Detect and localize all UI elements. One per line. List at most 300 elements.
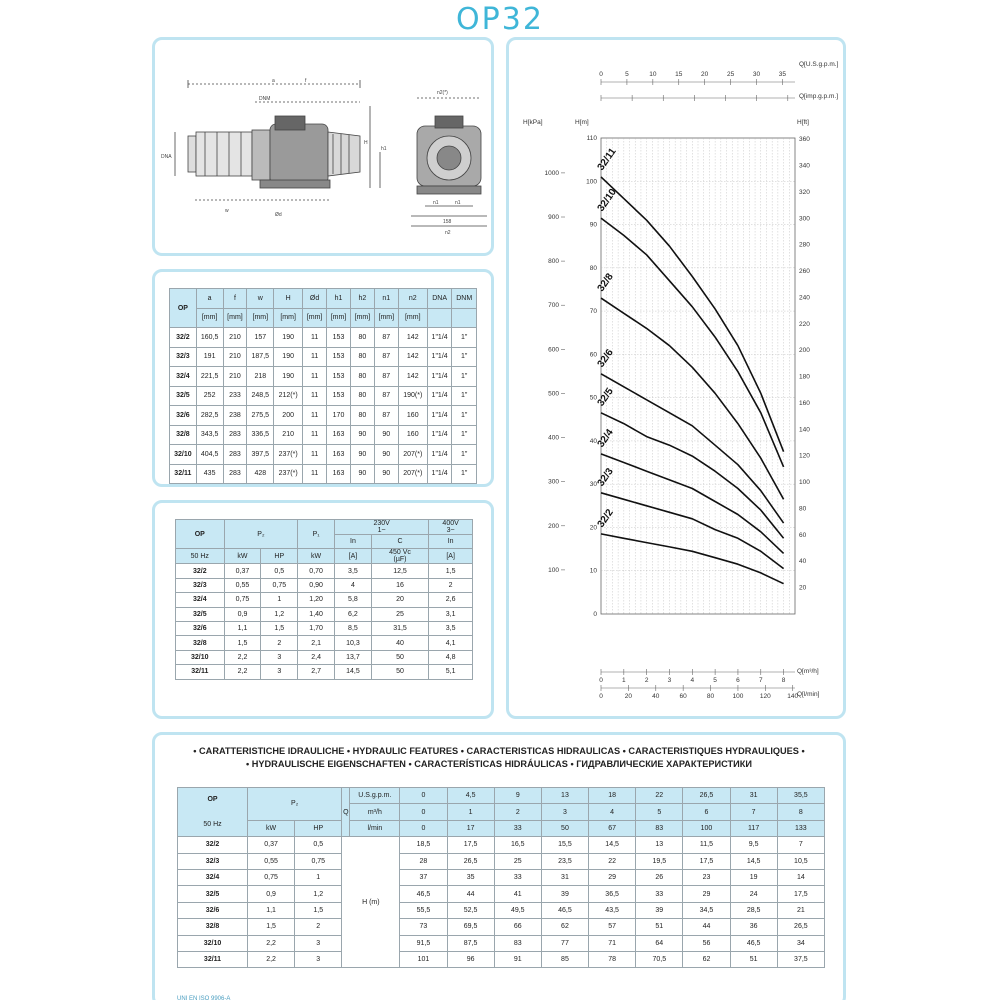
hydraulic-flow-usgpm-cell: 0: [400, 788, 447, 804]
table-row: [178, 951, 825, 967]
electrical-model-cell: 32/11: [176, 665, 225, 679]
hydraulic-header-usgpm-row: [178, 788, 825, 804]
dimension-cell: 160: [398, 425, 427, 445]
electrical-cell: 1,20: [298, 593, 335, 607]
electrical-cell: 1,5: [224, 636, 261, 650]
dimension-cell: 237(*): [274, 464, 303, 484]
hydraulic-head-cell: 91,5: [400, 935, 447, 951]
electrical-cell: 0,5: [261, 564, 298, 578]
dimensions-unit: [mm]: [350, 308, 374, 328]
hydraulic-head-cell: 46,5: [400, 886, 447, 902]
y-tick-label-m: 0: [593, 611, 597, 618]
y-tick-label-ft: 160: [799, 399, 810, 407]
hydraulic-header-usgpm: U.S.g.p.m.: [350, 788, 400, 804]
hydraulic-hp-cell: 3: [295, 951, 342, 967]
hydraulic-head-cell: 26,5: [777, 919, 824, 935]
hydraulic-head-cell: 16,5: [494, 837, 541, 853]
dimension-cell: 1"1/4: [427, 464, 452, 484]
dimension-cell: 80: [350, 328, 374, 348]
dimension-cell: 90: [374, 464, 398, 484]
x-tick-label-lmin: 80: [706, 693, 715, 700]
hydraulic-head-cell: 52,5: [447, 902, 494, 918]
dimension-cell: 11: [303, 425, 327, 445]
hydraulic-head-cell: 71: [589, 935, 636, 951]
electrical-model-cell: 32/8: [176, 636, 225, 650]
table-row: [178, 886, 825, 902]
dimensions-header: w: [247, 289, 274, 309]
dimensions-header: f: [223, 289, 247, 309]
top-axis-label-us: Q[U.S.g.p.m.]: [799, 61, 839, 68]
dimensions-header: H: [274, 289, 303, 309]
table-row: [170, 367, 477, 387]
dimension-cell: 142: [398, 367, 427, 387]
dimensions-unit: [mm]: [398, 308, 427, 328]
hydraulic-flow-usgpm-cell: 35,5: [777, 788, 824, 804]
dimension-model-cell: 32/6: [170, 406, 197, 426]
table-row: [178, 935, 825, 951]
y-tick-label-ft: 80: [799, 505, 807, 513]
dimension-cell: 283: [223, 464, 247, 484]
hydraulic-h-label: H (m): [342, 837, 400, 968]
dimension-model-cell: 32/2: [170, 328, 197, 348]
electrical-model-cell: 32/10: [176, 650, 225, 664]
dimension-cell: 90: [350, 464, 374, 484]
dimensions-unit: [452, 308, 477, 328]
y-tick-label-ft: 360: [799, 136, 810, 144]
x-tick-label-m3h: 1: [622, 677, 626, 684]
hydraulic-model-cell: 32/4: [178, 869, 248, 885]
y-tick-label-m: 110: [586, 135, 597, 142]
hydraulic-header-p2: P₂: [248, 788, 342, 821]
electrical-cell: 2: [429, 578, 473, 592]
x-tick-label-m3h: 5: [713, 677, 717, 684]
curve-32-11: [601, 177, 784, 452]
electrical-cell: 5,1: [429, 665, 473, 679]
hydraulic-head-cell: 29: [683, 886, 730, 902]
hydraulic-kw-cell: 1,5: [248, 919, 295, 935]
dimension-cell: 237(*): [274, 445, 303, 465]
dimension-cell: 80: [350, 367, 374, 387]
y-tick-label-m: 40: [589, 437, 597, 445]
curve-label: 32/8: [595, 271, 616, 294]
dimensions-unit: [mm]: [247, 308, 274, 328]
curve-label: 32/10: [595, 186, 619, 214]
dimension-model-cell: 32/5: [170, 386, 197, 406]
hydraulic-kw-cell: 0,37: [248, 837, 295, 853]
hydraulic-head-cell: 64: [636, 935, 683, 951]
table-row: [178, 853, 825, 869]
dim-label-158: 158: [443, 219, 452, 225]
y-tick-label-ft: 40: [799, 558, 807, 566]
dimension-cell: 11: [303, 386, 327, 406]
electrical-header-400v: 400V 3~: [429, 520, 473, 535]
y-tick-label-ft: 280: [799, 241, 810, 249]
hydraulic-head-cell: 43,5: [589, 902, 636, 918]
dimension-model-cell: 32/4: [170, 367, 197, 387]
hydraulic-head-cell: 87,5: [447, 935, 494, 951]
hydraulic-model-cell: 32/2: [178, 837, 248, 853]
hydraulic-head-cell: 62: [683, 951, 730, 967]
dimension-cell: 160: [398, 406, 427, 426]
dimension-cell: 1": [452, 445, 477, 465]
dimensions-unit: [mm]: [374, 308, 398, 328]
dimension-cell: 282,5: [196, 406, 223, 426]
hydraulic-header-q: Q: [342, 788, 350, 837]
y-tick-label-kpa: 900: [548, 214, 559, 222]
hydraulic-flow-usgpm-cell: 9: [494, 788, 541, 804]
dimension-cell: 87: [374, 406, 398, 426]
hydraulic-hp-cell: 0,5: [295, 837, 342, 853]
hydraulic-hp-cell: 1,2: [295, 886, 342, 902]
dimension-cell: 1"1/4: [427, 386, 452, 406]
hydraulic-head-cell: 14,5: [589, 837, 636, 853]
pump-dimension-drawing: [155, 40, 491, 253]
electrical-header-c-unit: 450 Vc (µF): [371, 549, 428, 564]
y-tick-label-m: 20: [589, 524, 597, 532]
hydraulic-head-cell: 62: [541, 919, 588, 935]
electrical-cell: 0,75: [224, 593, 261, 607]
y-tick-label-kpa: 700: [548, 302, 559, 310]
x-tick-label-m3h: 0: [599, 677, 603, 684]
hydraulic-head-cell: 28: [400, 853, 447, 869]
hydraulic-head-cell: 55,5: [400, 902, 447, 918]
x-tick-label-lmin: 20: [624, 693, 633, 700]
electrical-header-p2: P₂: [224, 520, 298, 549]
dimensions-unit: [mm]: [303, 308, 327, 328]
electrical-cell: 31,5: [371, 621, 428, 635]
hydraulic-flow-lmin-cell: 133: [777, 820, 824, 836]
dimension-cell: 1": [452, 367, 477, 387]
hydraulic-flow-m3h-cell: 4: [589, 804, 636, 820]
hydraulic-features-panel: [152, 732, 846, 1000]
dim-label-n1-b: n1: [455, 200, 461, 206]
electrical-cell: 1,1: [224, 621, 261, 635]
dimensions-header: n2: [398, 289, 427, 309]
electrical-cell: 0,37: [224, 564, 261, 578]
hydraulic-head-cell: 44: [447, 886, 494, 902]
electrical-cell: 1,2: [261, 607, 298, 621]
y-tick-label-m: 60: [589, 351, 597, 359]
dimension-cell: 80: [350, 406, 374, 426]
hydraulic-head-cell: 66: [494, 919, 541, 935]
dimension-cell: 1"1/4: [427, 406, 452, 426]
dimension-cell: 142: [398, 328, 427, 348]
dimension-cell: 90: [374, 425, 398, 445]
hydraulic-head-cell: 70,5: [636, 951, 683, 967]
dimensions-header-row: [170, 289, 477, 309]
dim-label-a: a: [272, 78, 275, 84]
hydraulic-head-cell: 85: [541, 951, 588, 967]
dimension-cell: 404,5: [196, 445, 223, 465]
electrical-cell: 20: [371, 593, 428, 607]
hydraulic-kw-cell: 2,2: [248, 935, 295, 951]
y-tick-label-kpa: 1000: [544, 169, 559, 177]
hydraulic-flow-lmin-cell: 0: [400, 820, 447, 836]
table-row: [170, 328, 477, 348]
hydraulic-head-cell: 69,5: [447, 919, 494, 935]
dimension-cell: 87: [374, 386, 398, 406]
dimensions-unit: [mm]: [274, 308, 303, 328]
electrical-header-kw: kW: [224, 549, 261, 564]
dimension-cell: 1"1/4: [427, 425, 452, 445]
dimensions-panel: [152, 269, 494, 487]
y-tick-label-ft: 100: [799, 479, 810, 487]
hydraulic-kw-cell: 1,1: [248, 902, 295, 918]
table-row: [176, 607, 473, 621]
top-tick-label-us: 15: [675, 71, 683, 78]
hydraulic-head-cell: 24: [730, 886, 777, 902]
x-tick-label-m3h: 2: [644, 677, 649, 684]
table-row: [170, 445, 477, 465]
hydraulic-head-cell: 22: [589, 853, 636, 869]
dimensions-header: Ød: [303, 289, 327, 309]
electrical-cell: 50: [371, 650, 428, 664]
top-axis-label-imp: Q[imp.g.p.m.]: [799, 93, 839, 100]
electrical-header-a2: [A]: [429, 549, 473, 564]
hydraulic-kw-cell: 0,9: [248, 886, 295, 902]
hydraulic-kw-cell: 0,75: [248, 869, 295, 885]
electrical-cell: 14,5: [335, 665, 372, 679]
electrical-cell: 2,2: [224, 665, 261, 679]
hydraulic-head-cell: 83: [494, 935, 541, 951]
y-tick-label-ft: 240: [799, 294, 810, 302]
dimension-cell: 283: [223, 445, 247, 465]
electrical-cell: 4,8: [429, 650, 473, 664]
electrical-cell: 12,5: [371, 564, 428, 578]
y-axis-label-ft: H[ft]: [797, 119, 809, 126]
hydraulic-kw-cell: 2,2: [248, 951, 295, 967]
hydraulic-header-lmin: l/min: [350, 820, 400, 836]
electrical-cell: 0,75: [261, 578, 298, 592]
electrical-header-op: OP: [176, 520, 225, 549]
performance-chart-panel: [506, 37, 846, 719]
y-tick-label-ft: 60: [799, 531, 807, 539]
hydraulic-head-cell: 31: [541, 869, 588, 885]
hydraulic-head-cell: 35: [447, 869, 494, 885]
hydraulic-model-cell: 32/8: [178, 919, 248, 935]
electrical-cell: 4,1: [429, 636, 473, 650]
hydraulic-header-freq: 50 Hz: [203, 821, 222, 829]
electrical-model-cell: 32/6: [176, 621, 225, 635]
dimension-cell: 1"1/4: [427, 367, 452, 387]
dimension-cell: 87: [374, 347, 398, 367]
top-tick-label-us: 5: [625, 71, 629, 78]
top-tick-label-us: 0: [599, 71, 603, 78]
hydraulic-head-cell: 17,5: [447, 837, 494, 853]
dimension-cell: 11: [303, 445, 327, 465]
electrical-cell: 2,7: [298, 665, 335, 679]
electrical-cell: 1,40: [298, 607, 335, 621]
hydraulic-head-cell: 15,5: [541, 837, 588, 853]
hydraulic-hp-cell: 3: [295, 935, 342, 951]
dimension-cell: 157: [247, 328, 274, 348]
page-title: OP32: [456, 2, 544, 37]
dimension-cell: 11: [303, 464, 327, 484]
performance-chart: [509, 40, 843, 716]
hydraulic-head-cell: 37: [400, 869, 447, 885]
dimension-cell: 1": [452, 328, 477, 348]
dimensions-units-row: [170, 308, 477, 328]
dimensions-unit: [mm]: [196, 308, 223, 328]
y-tick-label-ft: 320: [799, 188, 810, 196]
dimension-cell: 200: [274, 406, 303, 426]
hydraulic-head-cell: 41: [494, 886, 541, 902]
dimension-cell: 1"1/4: [427, 445, 452, 465]
dimensions-unit: [427, 308, 452, 328]
y-tick-label-kpa: 600: [548, 346, 559, 354]
hydraulic-head-cell: 34,5: [683, 902, 730, 918]
hydraulic-table: [177, 787, 825, 968]
electrical-body: [176, 564, 473, 679]
electrical-header-a: [A]: [335, 549, 372, 564]
dimension-cell: 1": [452, 386, 477, 406]
hydraulic-hp-cell: 2: [295, 919, 342, 935]
electrical-cell: 2: [261, 636, 298, 650]
hydraulic-header-kw: kW: [248, 820, 295, 836]
dim-label-dnm: DNM: [259, 96, 271, 102]
hydraulic-head-cell: 46,5: [541, 902, 588, 918]
y-tick-label-ft: 120: [799, 452, 810, 460]
x-tick-label-lmin: 120: [759, 693, 771, 700]
dimension-cell: 153: [327, 328, 351, 348]
table-row: [176, 621, 473, 635]
electrical-header-c: C: [371, 535, 428, 549]
dimension-cell: 207(*): [398, 445, 427, 465]
hydraulic-flow-lmin-cell: 100: [683, 820, 730, 836]
dim-label-od: Ød: [275, 212, 282, 218]
dimensions-header: h1: [327, 289, 351, 309]
electrical-cell: 6,2: [335, 607, 372, 621]
x-tick-label-m3h: 8: [781, 677, 786, 684]
hydraulic-flow-m3h-cell: 8: [777, 804, 824, 820]
curve-label: 32/4: [595, 427, 616, 450]
dimension-model-cell: 32/11: [170, 464, 197, 484]
dimension-cell: 207(*): [398, 464, 427, 484]
electrical-cell: 10,3: [335, 636, 372, 650]
y-tick-label-m: 30: [589, 481, 597, 489]
dimension-cell: 153: [327, 367, 351, 387]
x-tick-label-lmin: 140: [787, 693, 799, 700]
hydraulic-head-cell: 56: [683, 935, 730, 951]
y-tick-label-m: 80: [589, 264, 597, 272]
dimension-cell: 336,5: [247, 425, 274, 445]
hydraulic-model-cell: 32/3: [178, 853, 248, 869]
hydraulic-head-cell: 21: [777, 902, 824, 918]
hydraulic-head-cell: 101: [400, 951, 447, 967]
electrical-cell: 13,7: [335, 650, 372, 664]
electrical-cell: 4: [335, 578, 372, 592]
dimension-cell: 210: [223, 367, 247, 387]
dimension-cell: 210: [223, 347, 247, 367]
hydraulic-head-cell: 23: [683, 869, 730, 885]
y-tick-label-kpa: 300: [548, 478, 559, 486]
hydraulic-head-cell: 26: [636, 869, 683, 885]
electrical-header-p1: P₁: [298, 520, 335, 549]
dimension-cell: 252: [196, 386, 223, 406]
hydraulic-header-op: OP: [207, 796, 218, 804]
hydraulic-head-cell: 44: [683, 919, 730, 935]
dimension-cell: 190: [274, 328, 303, 348]
dimension-cell: 190: [274, 367, 303, 387]
dimension-cell: 190(*): [398, 386, 427, 406]
hydraulic-header-m3h: m³/h: [350, 804, 400, 820]
hydraulic-head-cell: 28,5: [730, 902, 777, 918]
hydraulic-head-cell: 19: [730, 869, 777, 885]
dimensions-unit: [mm]: [327, 308, 351, 328]
dimension-cell: 218: [247, 367, 274, 387]
dimension-cell: 160,5: [196, 328, 223, 348]
dimension-cell: 1": [452, 464, 477, 484]
electrical-cell: 0,70: [298, 564, 335, 578]
electrical-cell: 2,2: [224, 650, 261, 664]
hydraulic-flow-usgpm-cell: 18: [589, 788, 636, 804]
y-axis-label-kpa: H[kPa]: [523, 119, 543, 126]
dimension-cell: 87: [374, 328, 398, 348]
dimension-cell: 153: [327, 386, 351, 406]
dimension-cell: 187,5: [247, 347, 274, 367]
hydraulic-head-cell: 51: [636, 919, 683, 935]
hydraulic-flow-m3h-cell: 6: [683, 804, 730, 820]
dim-label-f: f: [305, 78, 307, 84]
hydraulic-flow-m3h-cell: 7: [730, 804, 777, 820]
table-row: [170, 464, 477, 484]
hydraulic-hp-cell: 0,75: [295, 853, 342, 869]
hydraulic-kw-cell: 0,55: [248, 853, 295, 869]
x-axis-label-m3h: Q[m³/h]: [797, 668, 819, 675]
electrical-cell: 1,70: [298, 621, 335, 635]
dimension-cell: 283: [223, 425, 247, 445]
x-tick-label-m3h: 6: [736, 677, 740, 684]
dimension-cell: 343,5: [196, 425, 223, 445]
hydraulic-head-cell: 39: [636, 902, 683, 918]
dimension-cell: 221,5: [196, 367, 223, 387]
dimension-cell: 397,5: [247, 445, 274, 465]
hydraulic-head-cell: 91: [494, 951, 541, 967]
dimension-cell: 90: [350, 425, 374, 445]
hydraulic-model-cell: 32/10: [178, 935, 248, 951]
table-row: [170, 406, 477, 426]
electrical-header-freq: 50 Hz: [176, 549, 225, 564]
hydraulic-flow-m3h-cell: 1: [447, 804, 494, 820]
hydraulic-flow-m3h-cell: 3: [541, 804, 588, 820]
hydraulic-head-cell: 57: [589, 919, 636, 935]
hydraulic-head-cell: 39: [541, 886, 588, 902]
y-tick-label-ft: 220: [799, 320, 810, 328]
hydraulic-header-lmin-row: [178, 820, 825, 836]
hydraulic-flow-m3h-cell: 5: [636, 804, 683, 820]
curve-label: 32/3: [595, 466, 616, 489]
electrical-cell: 0,90: [298, 578, 335, 592]
y-tick-label-ft: 180: [799, 373, 810, 381]
dimension-cell: 11: [303, 406, 327, 426]
hydraulic-head-cell: 14,5: [730, 853, 777, 869]
dimension-cell: 233: [223, 386, 247, 406]
electrical-header-hp: HP: [261, 549, 298, 564]
y-axis-label-m: H[m]: [575, 119, 589, 126]
x-tick-label-m3h: 3: [667, 677, 672, 684]
y-tick-label-m: 70: [589, 308, 597, 316]
dim-label-w: w: [225, 208, 229, 214]
dimension-cell: 191: [196, 347, 223, 367]
x-tick-label-lmin: 60: [679, 693, 687, 700]
hydraulic-flow-usgpm-cell: 13: [541, 788, 588, 804]
dimensions-header: h2: [350, 289, 374, 309]
dimension-model-cell: 32/3: [170, 347, 197, 367]
curve-label: 32/6: [595, 347, 616, 370]
electrical-header-230v: 230V 1~: [335, 520, 429, 535]
electrical-cell: 2,1: [298, 636, 335, 650]
table-row: [176, 578, 473, 592]
